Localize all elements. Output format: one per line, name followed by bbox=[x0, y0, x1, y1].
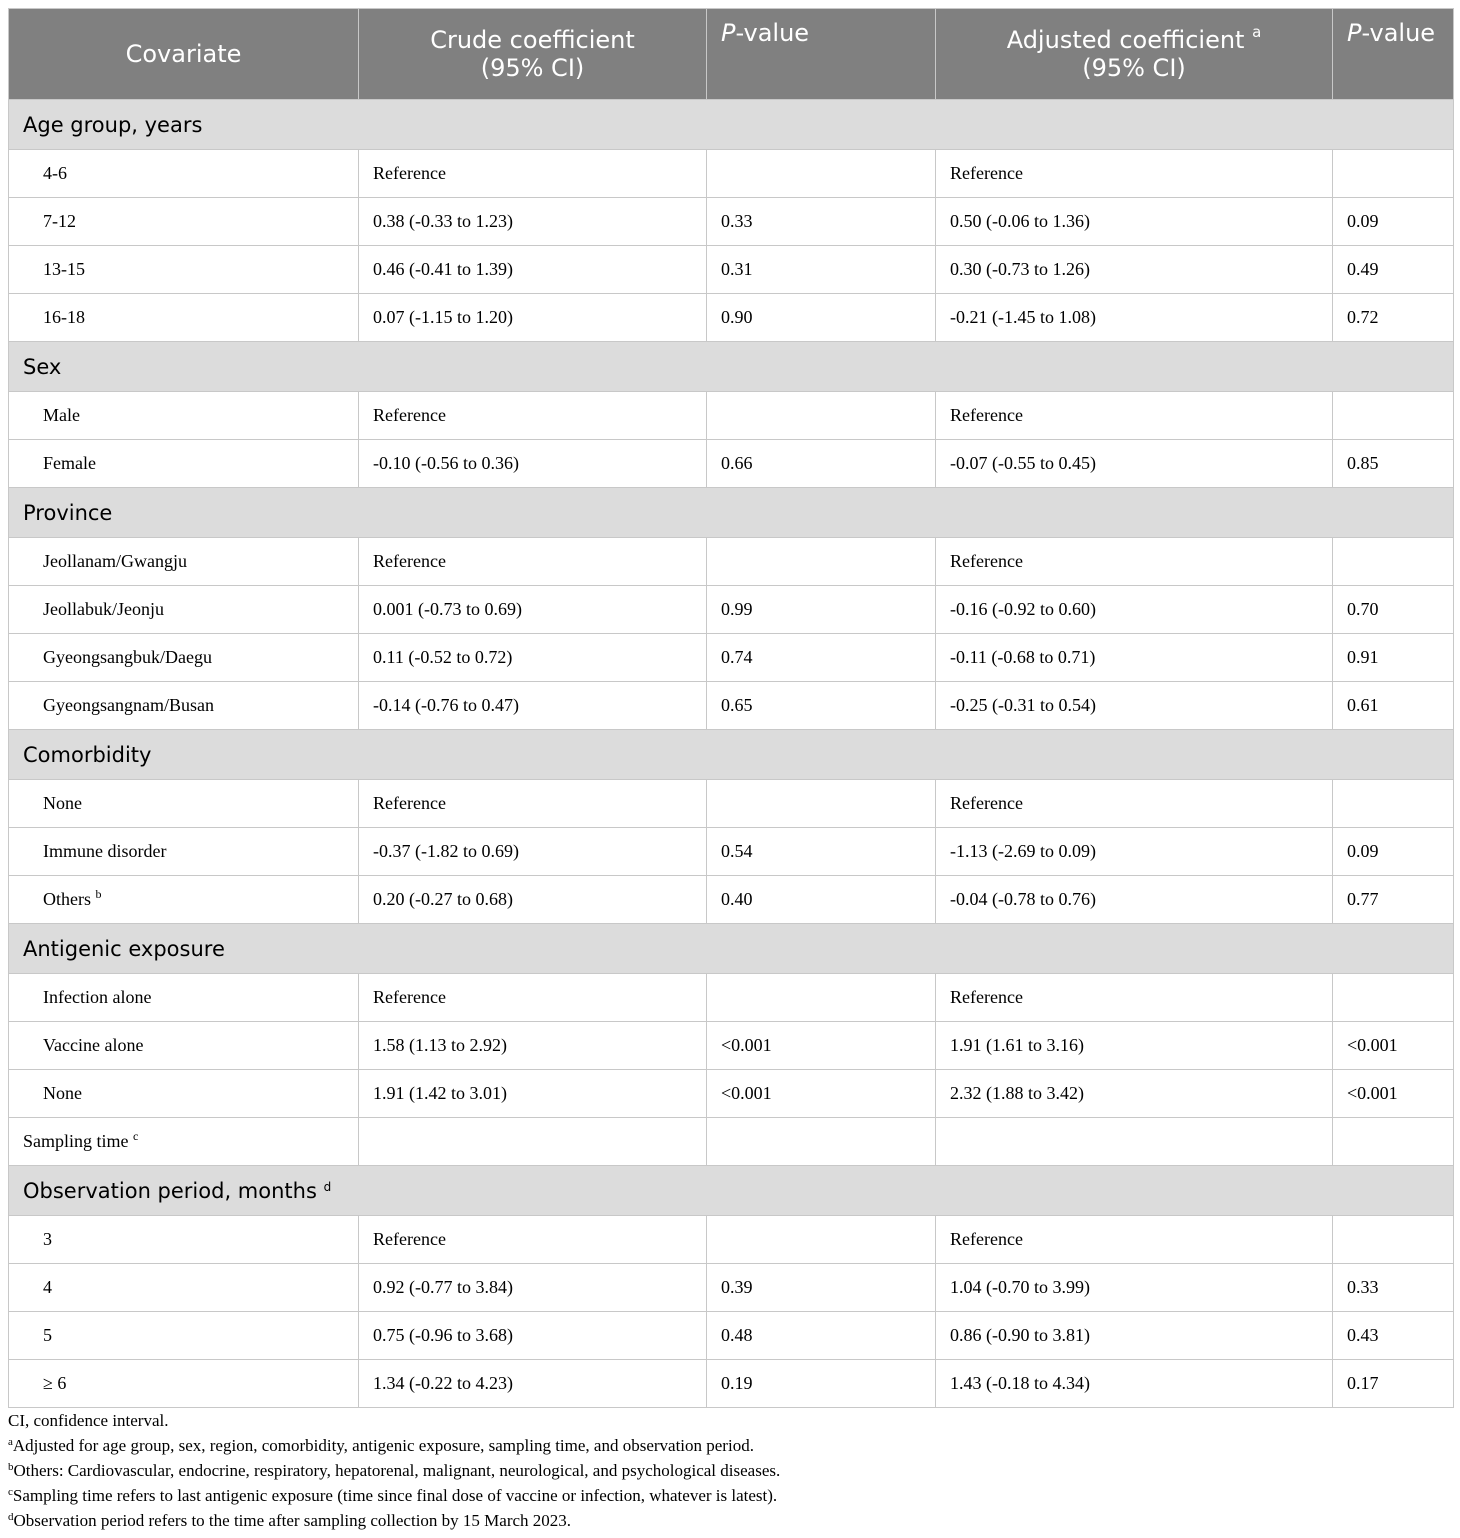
table-row bbox=[9, 440, 1454, 488]
crude-coefficient-cell: 0.001 (-0.73 to 0.69) bbox=[359, 586, 707, 634]
covariate-label: Vaccine alone bbox=[43, 1035, 144, 1055]
crude-coefficient-cell: Reference bbox=[359, 1216, 707, 1264]
covariate-label: None bbox=[43, 793, 82, 813]
adjusted-pvalue-cell bbox=[1333, 1118, 1454, 1166]
table-row bbox=[9, 780, 1454, 828]
header-pvalue-italic: P bbox=[721, 19, 736, 47]
covariate-label: Immune disorder bbox=[43, 841, 167, 861]
adjusted-pvalue-cell: 0.61 bbox=[1333, 682, 1454, 730]
crude-coefficient-cell: 0.20 (-0.27 to 0.68) bbox=[359, 876, 707, 924]
adjusted-coefficient-cell bbox=[936, 1118, 1333, 1166]
section-title-text: Province bbox=[23, 500, 113, 525]
covariate-label: 16-18 bbox=[43, 307, 85, 327]
table-row bbox=[9, 1070, 1454, 1118]
footnote-a-text: Adjusted for age group, sex, region, comorbidity, antigenic exposure, sampling time, and observation period. bbox=[12, 1436, 754, 1455]
section-title-text: Comorbidity bbox=[23, 742, 152, 767]
adjusted-pvalue-cell: 0.09 bbox=[1333, 198, 1454, 246]
table-body bbox=[9, 100, 1454, 1408]
adjusted-pvalue-cell: 0.72 bbox=[1333, 294, 1454, 342]
covariate-cell bbox=[9, 780, 359, 828]
crude-coefficient-cell: Reference bbox=[359, 780, 707, 828]
covariate-cell bbox=[9, 198, 359, 246]
covariate-cell bbox=[9, 974, 359, 1022]
covariate-label: 4 bbox=[43, 1277, 52, 1297]
adjusted-coefficient-cell: Reference bbox=[936, 1216, 1333, 1264]
covariate-label: Sampling time bbox=[23, 1131, 129, 1151]
section-title bbox=[9, 730, 1454, 780]
crude-pvalue-cell: 0.48 bbox=[707, 1312, 936, 1360]
table-row bbox=[9, 876, 1454, 924]
crude-coefficient-cell: 0.46 (-0.41 to 1.39) bbox=[359, 246, 707, 294]
covariate-label: ≥ 6 bbox=[43, 1373, 67, 1393]
table-row bbox=[9, 150, 1454, 198]
header-crude-coefficient bbox=[359, 9, 707, 100]
adjusted-coefficient-cell: 0.86 (-0.90 to 3.81) bbox=[936, 1312, 1333, 1360]
header-adjusted-coefficient bbox=[936, 9, 1333, 100]
section-title bbox=[9, 1166, 1454, 1216]
crude-pvalue-cell: 0.33 bbox=[707, 198, 936, 246]
header-adjusted-sup: a bbox=[1252, 23, 1262, 41]
regression-table bbox=[8, 8, 1454, 1408]
covariate-cell bbox=[9, 1070, 359, 1118]
table-row bbox=[9, 974, 1454, 1022]
table-header-row bbox=[9, 9, 1454, 100]
covariate-label: None bbox=[43, 1083, 82, 1103]
crude-pvalue-cell: 0.19 bbox=[707, 1360, 936, 1408]
section-header-row bbox=[9, 342, 1454, 392]
footnote-d-marker: d bbox=[8, 1511, 14, 1523]
adjusted-pvalue-cell: 0.77 bbox=[1333, 876, 1454, 924]
adjusted-pvalue-cell bbox=[1333, 538, 1454, 586]
crude-coefficient-cell: Reference bbox=[359, 974, 707, 1022]
footnote-c bbox=[8, 1483, 1448, 1508]
crude-pvalue-cell bbox=[707, 780, 936, 828]
covariate-label: 4-6 bbox=[43, 163, 67, 183]
adjusted-coefficient-cell: 1.91 (1.61 to 3.16) bbox=[936, 1022, 1333, 1070]
crude-pvalue-cell bbox=[707, 1118, 936, 1166]
crude-pvalue-cell: 0.39 bbox=[707, 1264, 936, 1312]
header-pvalue-adjusted bbox=[1333, 9, 1454, 100]
adjusted-pvalue-cell: 0.09 bbox=[1333, 828, 1454, 876]
covariate-sup: b bbox=[95, 887, 102, 901]
covariate-cell bbox=[9, 1216, 359, 1264]
table-row bbox=[9, 634, 1454, 682]
header-pvalue-rest: -value bbox=[735, 19, 810, 47]
header-pvalue-rest: -value bbox=[1361, 19, 1436, 47]
crude-pvalue-cell: <0.001 bbox=[707, 1070, 936, 1118]
crude-coefficient-cell: Reference bbox=[359, 150, 707, 198]
table-row bbox=[9, 1118, 1454, 1166]
section-title-text: Observation period, months bbox=[23, 1178, 317, 1203]
covariate-label: Female bbox=[43, 453, 96, 473]
regression-table-container bbox=[8, 8, 1453, 1408]
crude-pvalue-cell bbox=[707, 538, 936, 586]
adjusted-pvalue-cell: 0.85 bbox=[1333, 440, 1454, 488]
crude-coefficient-cell: 0.75 (-0.96 to 3.68) bbox=[359, 1312, 707, 1360]
crude-pvalue-cell: 0.74 bbox=[707, 634, 936, 682]
adjusted-coefficient-cell: 0.50 (-0.06 to 1.36) bbox=[936, 198, 1333, 246]
adjusted-pvalue-cell: 0.43 bbox=[1333, 1312, 1454, 1360]
covariate-cell bbox=[9, 538, 359, 586]
adjusted-coefficient-cell: Reference bbox=[936, 392, 1333, 440]
covariate-label: Others bbox=[43, 889, 91, 909]
adjusted-coefficient-cell: -0.07 (-0.55 to 0.45) bbox=[936, 440, 1333, 488]
covariate-cell bbox=[9, 392, 359, 440]
covariate-cell bbox=[9, 246, 359, 294]
footnote-b bbox=[8, 1458, 1448, 1483]
covariate-cell bbox=[9, 1118, 359, 1166]
crude-coefficient-cell: Reference bbox=[359, 392, 707, 440]
header-crude-line2: (95% CI) bbox=[480, 54, 585, 82]
adjusted-coefficient-cell: -0.16 (-0.92 to 0.60) bbox=[936, 586, 1333, 634]
header-adjusted-line1 bbox=[950, 23, 1318, 54]
footnote-a-marker: a bbox=[8, 1436, 13, 1448]
covariate-label: Gyeongsangbuk/Daegu bbox=[43, 647, 212, 667]
section-header-row bbox=[9, 100, 1454, 150]
crude-coefficient-cell: -0.37 (-1.82 to 0.69) bbox=[359, 828, 707, 876]
covariate-cell bbox=[9, 876, 359, 924]
covariate-cell bbox=[9, 440, 359, 488]
adjusted-pvalue-cell: 0.91 bbox=[1333, 634, 1454, 682]
covariate-label: Infection alone bbox=[43, 987, 152, 1007]
adjusted-pvalue-cell bbox=[1333, 780, 1454, 828]
crude-pvalue-cell bbox=[707, 150, 936, 198]
covariate-cell bbox=[9, 1312, 359, 1360]
header-pvalue-crude bbox=[707, 9, 936, 100]
adjusted-pvalue-cell: 0.17 bbox=[1333, 1360, 1454, 1408]
covariate-sup: c bbox=[133, 1129, 139, 1143]
crude-coefficient-cell: 1.58 (1.13 to 2.92) bbox=[359, 1022, 707, 1070]
table-row bbox=[9, 1216, 1454, 1264]
adjusted-coefficient-cell: -0.25 (-0.31 to 0.54) bbox=[936, 682, 1333, 730]
table-row bbox=[9, 828, 1454, 876]
crude-pvalue-cell: 0.66 bbox=[707, 440, 936, 488]
header-pvalue-italic: P bbox=[1347, 19, 1362, 47]
adjusted-pvalue-cell bbox=[1333, 392, 1454, 440]
header-crude-line1: Crude coefficient bbox=[430, 26, 635, 54]
table-row bbox=[9, 1264, 1454, 1312]
adjusted-pvalue-cell bbox=[1333, 974, 1454, 1022]
section-header-row bbox=[9, 488, 1454, 538]
covariate-cell bbox=[9, 1022, 359, 1070]
section-title-sup: d bbox=[323, 1179, 332, 1194]
adjusted-coefficient-cell: -0.21 (-1.45 to 1.08) bbox=[936, 294, 1333, 342]
covariate-label: Jeollabuk/Jeonju bbox=[43, 599, 164, 619]
crude-coefficient-cell: 0.07 (-1.15 to 1.20) bbox=[359, 294, 707, 342]
crude-pvalue-cell: 0.65 bbox=[707, 682, 936, 730]
adjusted-coefficient-cell: -0.04 (-0.78 to 0.76) bbox=[936, 876, 1333, 924]
table-row bbox=[9, 1022, 1454, 1070]
covariate-cell bbox=[9, 682, 359, 730]
table-row bbox=[9, 294, 1454, 342]
footnotes bbox=[8, 1408, 1448, 1533]
crude-pvalue-cell: 0.99 bbox=[707, 586, 936, 634]
crude-coefficient-cell: 1.34 (-0.22 to 4.23) bbox=[359, 1360, 707, 1408]
section-title bbox=[9, 342, 1454, 392]
table-row bbox=[9, 246, 1454, 294]
adjusted-coefficient-cell: 0.30 (-0.73 to 1.26) bbox=[936, 246, 1333, 294]
section-title-text: Sex bbox=[23, 354, 62, 379]
adjusted-coefficient-cell: -1.13 (-2.69 to 0.09) bbox=[936, 828, 1333, 876]
adjusted-coefficient-cell: Reference bbox=[936, 538, 1333, 586]
crude-pvalue-cell bbox=[707, 392, 936, 440]
crude-coefficient-cell: 0.92 (-0.77 to 3.84) bbox=[359, 1264, 707, 1312]
adjusted-coefficient-cell: Reference bbox=[936, 974, 1333, 1022]
covariate-cell bbox=[9, 1360, 359, 1408]
covariate-label: Gyeongsangnam/Busan bbox=[43, 695, 214, 715]
adjusted-pvalue-cell: <0.001 bbox=[1333, 1070, 1454, 1118]
covariate-cell bbox=[9, 294, 359, 342]
covariate-cell bbox=[9, 150, 359, 198]
crude-coefficient-cell: Reference bbox=[359, 538, 707, 586]
crude-pvalue-cell: 0.54 bbox=[707, 828, 936, 876]
table-row bbox=[9, 1360, 1454, 1408]
section-title bbox=[9, 488, 1454, 538]
crude-coefficient-cell bbox=[359, 1118, 707, 1166]
adjusted-coefficient-cell: 1.43 (-0.18 to 4.34) bbox=[936, 1360, 1333, 1408]
section-title bbox=[9, 100, 1454, 150]
footnote-ci: CI, confidence interval. bbox=[8, 1411, 169, 1430]
header-adjusted-line2: (95% CI) bbox=[1082, 54, 1186, 82]
section-header-row bbox=[9, 730, 1454, 780]
crude-pvalue-cell: <0.001 bbox=[707, 1022, 936, 1070]
adjusted-pvalue-cell bbox=[1333, 1216, 1454, 1264]
covariate-cell bbox=[9, 586, 359, 634]
footnote-d-text: Observation period refers to the time after sampling collection by 15 March 2023. bbox=[13, 1511, 572, 1530]
adjusted-coefficient-cell: -0.11 (-0.68 to 0.71) bbox=[936, 634, 1333, 682]
section-header-row bbox=[9, 924, 1454, 974]
footnote-b-marker: b bbox=[8, 1461, 14, 1473]
header-adjusted-text: Adjusted coefficient bbox=[1006, 26, 1245, 54]
adjusted-coefficient-cell: Reference bbox=[936, 780, 1333, 828]
covariate-label: 13-15 bbox=[43, 259, 85, 279]
adjusted-coefficient-cell: 1.04 (-0.70 to 3.99) bbox=[936, 1264, 1333, 1312]
section-header-row bbox=[9, 1166, 1454, 1216]
adjusted-pvalue-cell: 0.49 bbox=[1333, 246, 1454, 294]
table-row bbox=[9, 392, 1454, 440]
footnote-c-text: Sampling time refers to last antigenic exposure (time since final dose of vaccine or infection, whatever is latest). bbox=[12, 1486, 778, 1505]
covariate-cell bbox=[9, 634, 359, 682]
crude-coefficient-cell: 0.11 (-0.52 to 0.72) bbox=[359, 634, 707, 682]
crude-pvalue-cell bbox=[707, 974, 936, 1022]
section-title bbox=[9, 924, 1454, 974]
table-row bbox=[9, 538, 1454, 586]
footnote-c-marker: c bbox=[8, 1486, 13, 1498]
covariate-label: Male bbox=[43, 405, 80, 425]
adjusted-pvalue-cell: 0.70 bbox=[1333, 586, 1454, 634]
adjusted-pvalue-cell: <0.001 bbox=[1333, 1022, 1454, 1070]
adjusted-coefficient-cell: Reference bbox=[936, 150, 1333, 198]
covariate-cell bbox=[9, 828, 359, 876]
footnote-b-text: Others: Cardiovascular, endocrine, respiratory, hepatorenal, malignant, neurological, and psychological diseases. bbox=[13, 1461, 781, 1480]
crude-coefficient-cell: -0.10 (-0.56 to 0.36) bbox=[359, 440, 707, 488]
crude-pvalue-cell: 0.40 bbox=[707, 876, 936, 924]
header-covariate: Covariate bbox=[9, 9, 359, 100]
crude-pvalue-cell: 0.90 bbox=[707, 294, 936, 342]
footnote-d bbox=[8, 1508, 1448, 1533]
crude-coefficient-cell: -0.14 (-0.76 to 0.47) bbox=[359, 682, 707, 730]
adjusted-coefficient-cell: 2.32 (1.88 to 3.42) bbox=[936, 1070, 1333, 1118]
covariate-label: 5 bbox=[43, 1325, 52, 1345]
adjusted-pvalue-cell bbox=[1333, 150, 1454, 198]
table-row bbox=[9, 1312, 1454, 1360]
crude-coefficient-cell: 1.91 (1.42 to 3.01) bbox=[359, 1070, 707, 1118]
covariate-label: 7-12 bbox=[43, 211, 76, 231]
crude-pvalue-cell: 0.31 bbox=[707, 246, 936, 294]
section-title-text: Age group, years bbox=[23, 112, 203, 137]
table-row bbox=[9, 682, 1454, 730]
crude-pvalue-cell bbox=[707, 1216, 936, 1264]
covariate-label: 3 bbox=[43, 1229, 52, 1249]
footnote-a bbox=[8, 1433, 1448, 1458]
section-title-text: Antigenic exposure bbox=[23, 936, 225, 961]
table-row bbox=[9, 198, 1454, 246]
covariate-label: Jeollanam/Gwangju bbox=[43, 551, 187, 571]
adjusted-pvalue-cell: 0.33 bbox=[1333, 1264, 1454, 1312]
table-row bbox=[9, 586, 1454, 634]
crude-coefficient-cell: 0.38 (-0.33 to 1.23) bbox=[359, 198, 707, 246]
covariate-cell bbox=[9, 1264, 359, 1312]
